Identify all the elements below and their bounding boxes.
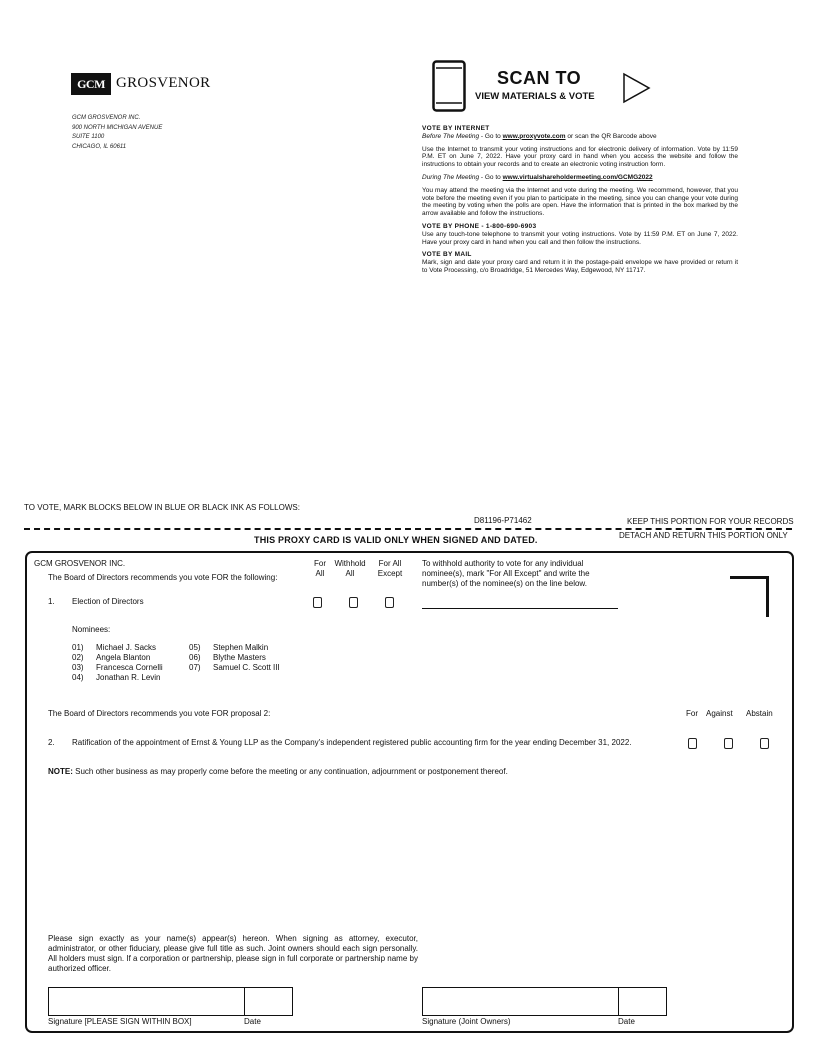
col-abstain: Abstain — [746, 709, 773, 718]
arrow-right-icon — [622, 72, 652, 104]
nominee-number: 01) — [72, 643, 84, 652]
internet-body: Use the Internet to transmit your voting instructions and for electronic delivery of information. Vote by 11:59 P.M. ET on June 7, 2022. Have your proxy card in hand when you access the website and follow the instructions to obtain your records and to create an electronic voting instruction form. — [422, 145, 738, 169]
col-for-all-except — [373, 559, 407, 579]
recommend-1: The Board of Directors recommends you vote FOR the following: — [48, 573, 278, 582]
nominee-name: Stephen Malkin — [213, 643, 269, 652]
virtual-meeting-link[interactable]: www.virtualshareholdermeeting.com/GCMG2022 — [502, 173, 653, 181]
note-text: Such other business as may properly come before the meeting or any continuation, adjournment or postponement thereof. — [72, 767, 508, 776]
item2-against-checkbox[interactable] — [724, 738, 733, 749]
col-except-line1: For All — [378, 559, 402, 568]
mark-instructions: TO VOTE, MARK BLOCKS BELOW IN BLUE OR BLACK INK AS FOLLOWS: — [24, 503, 300, 512]
scan-subtitle: VIEW MATERIALS & VOTE — [475, 91, 595, 102]
item2-text: Ratification of the appointment of Ernst & Young LLP as the Company's independent registered public accounting firm for the year ending December 31, 2022. — [72, 738, 632, 747]
nominee-name: Jonathan R. Levin — [96, 673, 161, 682]
control-id: D81196-P71462 — [474, 516, 532, 525]
before-text-b: or scan the QR Barcode above — [565, 132, 657, 140]
during-meeting-line — [422, 174, 738, 182]
voting-instructions — [422, 125, 738, 280]
mail-heading: VOTE BY MAIL — [422, 251, 472, 259]
internet-heading: VOTE BY INTERNET — [422, 125, 490, 132]
company-logo-text: GROSVENOR — [116, 75, 211, 91]
keep-portion-label: KEEP THIS PORTION FOR YOUR RECORDS — [627, 517, 794, 526]
col-withhold-line1: Withhold — [334, 559, 366, 568]
address-line: 900 NORTH MICHIGAN AVENUE — [72, 124, 163, 131]
recommend-2: The Board of Directors recommends you vote FOR proposal 2: — [48, 709, 271, 718]
before-text-a: - Go to — [479, 132, 503, 140]
signature-date-box[interactable] — [244, 987, 293, 1016]
nominee-list-left — [72, 643, 163, 683]
withhold-all-checkbox[interactable] — [349, 597, 358, 608]
nominee-number: 04) — [72, 673, 84, 682]
nominee-number: 07) — [189, 663, 201, 672]
mail-body: Mark, sign and date your proxy card and return it in the postage-paid envelope we have provided or return it to Vote Processing, c/o Broadridge, 51 Mercedes Way, Edgewood, NY 11717. — [422, 259, 738, 274]
scan-title: SCAN TO — [497, 68, 582, 88]
signature-box[interactable] — [48, 987, 245, 1016]
item1-number: 1. — [48, 597, 55, 606]
nominees-heading: Nominees: — [72, 625, 111, 634]
nominee-item — [72, 643, 163, 653]
col-for-all — [313, 559, 327, 579]
note-label: NOTE: — [48, 767, 73, 776]
item2-number: 2. — [48, 738, 55, 747]
nominee-item — [189, 663, 280, 673]
valid-notice: THIS PROXY CARD IS VALID ONLY WHEN SIGNED AND DATED. — [254, 535, 538, 545]
col-for-all-line1: For — [314, 559, 326, 568]
item2-abstain-checkbox[interactable] — [760, 738, 769, 749]
note — [48, 767, 748, 777]
company-address — [72, 114, 162, 152]
before-label: Before The Meeting — [422, 132, 480, 140]
col-except-line2: Except — [377, 569, 403, 578]
during-label: During The Meeting — [422, 173, 480, 181]
nominee-name: Francesca Cornelli — [96, 663, 163, 672]
col-for-all-line2: All — [315, 569, 325, 578]
during-text: - Go to — [479, 173, 503, 181]
card-company-name: GCM GROSVENOR INC. — [34, 559, 126, 568]
for-all-except-checkbox[interactable] — [385, 597, 394, 608]
col-for: For — [686, 709, 698, 718]
proxyvote-link[interactable]: www.proxyvote.com — [502, 132, 566, 140]
joint-date-label: Date — [618, 1017, 635, 1026]
company-logo-mark: GCM — [71, 73, 111, 95]
detach-portion-label: DETACH AND RETURN THIS PORTION ONLY — [619, 531, 788, 540]
withhold-instruction: To withhold authority to vote for any individual nominee(s), mark "For All Except" and write the number(s) of the nominee(s) on the line below. — [422, 559, 590, 588]
address-line: SUITE 1100 — [72, 134, 105, 140]
nominee-number: 06) — [189, 653, 201, 662]
nominee-number: 03) — [72, 663, 84, 672]
nominee-item — [72, 673, 163, 683]
nominee-number: 02) — [72, 653, 84, 662]
nominee-list-right — [189, 643, 280, 673]
signature-label: Signature [PLEASE SIGN WITHIN BOX] — [48, 1017, 192, 1026]
phone-body: Use any touch-tone telephone to transmit your voting instructions. Vote by 11:59 P.M. ET on June 7, 2022. Have your proxy card in hand when you call and then follow the instructions. — [422, 230, 738, 246]
during-body: You may attend the meeting via the Internet and vote during the meeting. We recommend, however, that you vote before the meeting even if you plan to participate in the meeting, since you can change your vote during the meeting by voting when the polls are open. Have the information that is printed in the box marked by the arrow available and follow the instructions. — [422, 186, 738, 218]
nominee-name: Angela Blanton — [96, 653, 151, 662]
nominee-item — [72, 653, 163, 663]
signature-date-label: Date — [244, 1017, 261, 1026]
item1-label: Election of Directors — [72, 597, 144, 606]
nominee-item — [72, 663, 163, 673]
col-withhold-line2: All — [345, 569, 355, 578]
smartphone-icon — [432, 60, 466, 112]
nominee-item — [189, 643, 280, 653]
address-line: CHICAGO, IL 60611 — [72, 143, 127, 150]
address-line: GCM GROSVENOR INC. — [72, 115, 141, 121]
joint-signature-label: Signature (Joint Owners) — [422, 1017, 511, 1026]
nominee-item — [189, 653, 280, 663]
joint-signature-box[interactable] — [422, 987, 619, 1016]
item2-for-checkbox[interactable] — [688, 738, 697, 749]
col-withhold-all — [330, 559, 370, 579]
phone-heading: VOTE BY PHONE - 1-800-690-6903 — [422, 222, 537, 230]
corner-mark — [730, 576, 769, 617]
nominee-write-in-line[interactable] — [422, 608, 618, 609]
col-against: Against — [706, 709, 733, 718]
before-meeting-line — [422, 133, 738, 141]
joint-date-box[interactable] — [618, 987, 667, 1016]
for-all-checkbox[interactable] — [313, 597, 322, 608]
nominee-number: 05) — [189, 643, 201, 652]
nominee-name: Michael J. Sacks — [96, 643, 157, 652]
sign-instruction: Please sign exactly as your name(s) appear(s) hereon. When signing as attorney, executor, administrator, or other fiduciary, please give full title as such. Joint owners should each sign personally. All holders must sign. If a corporation or partnership, please sign in full corporate or partnership name by authorized officer. — [48, 934, 418, 973]
detach-line — [24, 528, 792, 530]
nominee-name: Blythe Masters — [213, 653, 266, 662]
nominee-name: Samuel C. Scott III — [213, 663, 280, 672]
